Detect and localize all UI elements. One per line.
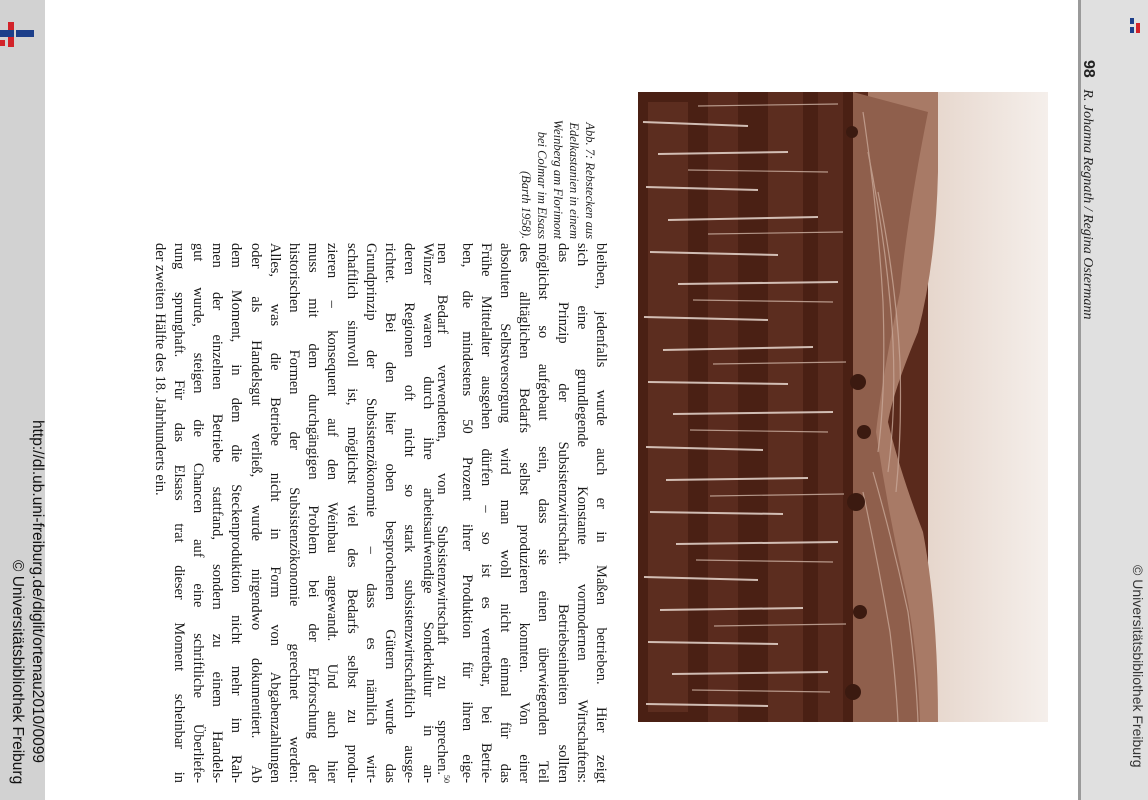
running-header — [1079, 60, 1097, 319]
copyright-notice: © Universitätsbibliothek Freiburg — [9, 560, 26, 785]
caption-line: Abb. 7: Rebstecken aus — [583, 122, 597, 239]
body-line: das Prinzip der Subsistenzwirtschaft. Betriebseinheiten sollten — [554, 243, 571, 783]
body-line: schaftlich sinnvoll ist, möglichst viel des Bedarfs selbst zu produ- — [343, 243, 360, 783]
body-line: Winzer waren durch ihre arbeitsaufwendige Sonderkultur in an- — [420, 243, 437, 783]
library-logo-icon — [0, 22, 40, 52]
caption-line: Weinberg am Florimont — [551, 119, 565, 239]
figure-caption — [518, 99, 598, 239]
body-line: möglichst so aufgebaut sein, dass sie einen überwiegenden Teil — [535, 243, 552, 783]
vineyard-photo-image — [638, 92, 1048, 722]
caption-line: bei Colmar im Elsass — [535, 131, 549, 239]
body-line: men der einzelnen Betriebe stattfand, sondern zu einem Handels- — [209, 243, 226, 783]
body-line: Grundprinzip der Subsistenzökonomie – dass es nämlich wirt- — [362, 243, 379, 783]
source-url[interactable]: http://dl.ub.uni-freiburg.de/diglit/ortenau2010/0099 — [29, 420, 46, 763]
body-line: der zweiten Hälfte des 18. Jahrhunderts ein. — [151, 243, 168, 496]
right-strip-copyright: © Universitätsbibliothek Freiburg — [1130, 565, 1146, 768]
body-line: dem Moment, in dem die Steckenproduktion nicht mehr im Rah- — [228, 243, 245, 783]
body-line: Alles, was die Betriebe nicht in Form von Abgabenzahlungen — [266, 243, 283, 783]
page-number: 98 — [1080, 60, 1097, 78]
running-head-authors: R. Johanna Regnath / Regina Ostermann — [1080, 89, 1095, 320]
caption-line: Edelkastanien in einem — [567, 122, 581, 239]
body-line: richtet. Bei den hier oben besprochenen Gütern wurde das — [381, 243, 398, 783]
body-line: ben, die mindestens 50 Prozent ihrer Produktion für ihren eige- — [458, 243, 475, 783]
body-line: rung sprunghaft. Für das Elsass trat dieser Moment scheinbar in — [170, 243, 187, 783]
body-line: historischen Formen der Subsistenzökonomie gerechnet werden: — [286, 243, 302, 783]
body-line: muss mit dem durchgängigen Problem bei der Erforschung der — [305, 243, 322, 783]
body-line: bleiben, jedenfalls wurde auch er in Maßen betrieben. Hier zeigt — [593, 243, 609, 783]
body-line: gut wurde, steigen die Chancen auf eine schriftliche Überliefe- — [190, 243, 207, 783]
library-logo-small-icon — [1130, 18, 1140, 38]
body-text — [150, 243, 611, 783]
body-line: des alltäglichen Bedarfs selbst produzieren konnten. Von einer — [516, 243, 533, 783]
body-line: oder als Handelsgut verließ, wurde nirgendwo dokumentiert. Ab — [247, 243, 264, 783]
vineyard-photo — [638, 92, 1048, 722]
footnote-ref: 50 — [442, 775, 452, 783]
body-line: zieren – konsequent auf den Weinbau angewandt. Und auch hier — [324, 243, 341, 783]
body-line: absoluten Selbstversorgung wird man wohl nicht einmal für das — [497, 243, 514, 783]
body-line: sich eine grundlegende Konstante vormodernen Wirtschaftens: — [573, 243, 590, 783]
body-line — [434, 243, 456, 783]
body-line: Frühe Mittelalter ausgehen dürfen – so ist es vertretbar, bei Betrie- — [477, 243, 494, 783]
body-line-text: nen Bedarf verwendeten, von Subsistenzwirtschaft zu sprechen. — [434, 243, 451, 775]
body-line: deren Regionen oft nicht so stark subsistenzwirtschaftlich ausge- — [401, 243, 418, 783]
caption-line: (Barth 1958). — [519, 170, 533, 239]
